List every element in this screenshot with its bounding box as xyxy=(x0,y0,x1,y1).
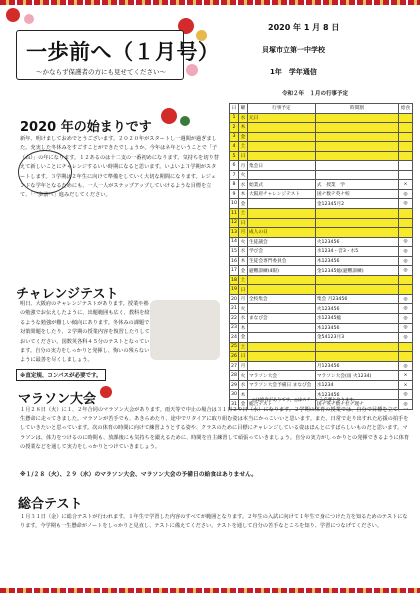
calendar-cell-day: 13 xyxy=(230,228,239,238)
calendar-cell-lunch: ◎ xyxy=(399,304,413,314)
calendar-cell-event xyxy=(247,151,315,161)
calendar-cell-day: 10 xyxy=(230,199,239,209)
calendar-cell-timetable: 火123456 xyxy=(315,304,398,314)
calendar-cell-timetable: 集会 月23456 xyxy=(315,294,398,304)
calendar-cell-day: 9 xyxy=(230,189,239,199)
calendar-cell-event xyxy=(247,333,315,343)
calendar-cell-timetable: マラソン大会(雨 火1234) xyxy=(315,371,398,381)
calendar-cell-timetable: 国ナ数テ英ナ校 xyxy=(315,189,398,199)
calendar-row xyxy=(230,304,413,314)
calendar-cell-weekday: 月 xyxy=(238,228,247,238)
calendar-cell-day: 12 xyxy=(230,218,239,228)
calendar-cell-event: 大阪府チャレンジテスト xyxy=(247,189,315,199)
calendar-cell-timetable xyxy=(315,151,398,161)
calendar-cell-lunch: × xyxy=(399,380,413,390)
calendar-cell-timetable xyxy=(315,123,398,133)
flower-decor xyxy=(24,14,34,24)
calendar-cell-event xyxy=(247,132,315,142)
calendar-cell-weekday: 木 xyxy=(238,323,247,333)
calendar-cell-timetable: 金12345総(避難訓練) xyxy=(315,266,398,276)
calendar-cell-timetable xyxy=(315,161,398,171)
calendar-row xyxy=(230,342,413,352)
calendar-cell-lunch xyxy=(399,123,413,133)
section-body-new-year: 新年、明けましておめでとうございます。２０２０年がスタートし一週間が過ぎました。充実した冬休みをすごすことができたでしょうか。今年はネ年ということで「子（ね）」の年になります。１２あるのは十二支の一番初めになります。気持ちを切り替えて新しいことにチャレンジするいい時期になると思います。いよいよ３学期がスタートします。３学期は２年生に向けて準備をしていく大切な期間になります。レジェンドな学年となるためにも、一人一人がステップアップしていけるような目標を立て、「一歩前へ」進みだしてください。 xyxy=(20,136,219,199)
calendar-cell-lunch: ◎ xyxy=(399,189,413,199)
newsletter-subtitle: ～かならず保護者の方にも見せてください～ xyxy=(36,68,166,76)
calendar-row xyxy=(230,314,413,324)
calendar-cell-lunch: × xyxy=(399,180,413,190)
calendar-cell-timetable: 火123456 xyxy=(315,237,398,247)
top-decor-band xyxy=(0,0,420,5)
calendar-cell-event xyxy=(247,342,315,352)
calendar-cell-event xyxy=(247,323,315,333)
calendar-row xyxy=(230,209,413,219)
calendar-cell-day: 28 xyxy=(230,371,239,381)
calendar-row xyxy=(230,132,413,142)
calendar-cell-weekday: 金 xyxy=(238,399,247,409)
calendar-row xyxy=(230,237,413,247)
flower-decor xyxy=(6,8,20,22)
calendar-cell-event: 避難訓練(4限) xyxy=(247,266,315,276)
calendar-cell-timetable xyxy=(315,342,398,352)
calendar-row xyxy=(230,361,413,371)
calendar-row xyxy=(230,256,413,266)
calendar-cell-event: 始業式 xyxy=(247,180,315,190)
flower-decor xyxy=(161,108,177,124)
calendar-cell-event: マラソン大会 xyxy=(247,371,315,381)
calendar-cell-lunch: ◎ xyxy=(399,294,413,304)
calendar-cell-day: 30 xyxy=(230,390,239,400)
calendar-cell-day: 11 xyxy=(230,209,239,219)
calendar-cell-timetable: 木123456 xyxy=(315,256,398,266)
calendar-cell-lunch xyxy=(399,228,413,238)
calendar-cell-event xyxy=(247,209,315,219)
lunch-legend-note: ◎は給食がありです。◎はスチーンる必要となります。 xyxy=(252,398,358,403)
calendar-row xyxy=(230,323,413,333)
bottom-decor-band xyxy=(0,588,420,593)
calendar-cell-timetable xyxy=(315,352,398,362)
calendar-row xyxy=(230,352,413,362)
issue-date: 2020 年 1 月 8 日 xyxy=(268,23,340,32)
calendar-cell-weekday: 土 xyxy=(238,275,247,285)
calendar-cell-weekday: 月 xyxy=(238,361,247,371)
calendar-cell-day: 26 xyxy=(230,352,239,362)
calendar-cell-timetable: 金12345月2 xyxy=(315,199,398,209)
calendar-row xyxy=(230,285,413,295)
marathon-lunch-note: ※１/２８（火）、２９（水）のマラソン大会、マラソン大会の予備日の給食はありません。 xyxy=(20,472,258,478)
calendar-cell-event: 学び会 xyxy=(247,247,315,257)
calendar-cell-day: 2 xyxy=(230,123,239,133)
calendar-cell-lunch xyxy=(399,285,413,295)
calendar-cell-lunch: ◎ xyxy=(399,256,413,266)
calendar-cell-day: 15 xyxy=(230,247,239,257)
calendar-cell-event: 集会日 xyxy=(247,161,315,171)
calendar-cell-event xyxy=(247,199,315,209)
calendar-title: 令和２年 １月の行事予定 xyxy=(282,91,349,97)
calendar-cell-weekday: 日 xyxy=(238,285,247,295)
calendar-cell-event xyxy=(247,142,315,152)
calendar-cell-event xyxy=(247,123,315,133)
calendar-cell-day: 24 xyxy=(230,333,239,343)
calendar-cell-timetable xyxy=(315,142,398,152)
calendar-cell-lunch: ◎ xyxy=(399,266,413,276)
calendar-cell-weekday: 土 xyxy=(238,209,247,219)
section-title-marathon: マラソン大会 xyxy=(18,392,97,407)
calendar-cell-weekday: 火 xyxy=(238,170,247,180)
school-name: 貝塚市立第一中学校 xyxy=(262,46,325,54)
calendar-cell-lunch: ◎ xyxy=(399,333,413,343)
challenge-test-note: ※直定規、コンパスが必要です。 xyxy=(16,369,106,381)
calendar-cell-lunch xyxy=(399,142,413,152)
calendar-cell-timetable xyxy=(315,132,398,142)
calendar-row xyxy=(230,275,413,285)
calendar-cell-event xyxy=(247,275,315,285)
calendar-row xyxy=(230,161,413,171)
section-title-challenge-test: チャレンジテスト xyxy=(16,287,119,302)
calendar-cell-timetable: 水1234 xyxy=(315,380,398,390)
calendar-cell-day: 16 xyxy=(230,256,239,266)
calendar-row xyxy=(230,189,413,199)
calendar-cell-day: 25 xyxy=(230,342,239,352)
calendar-cell-weekday: 水 xyxy=(238,314,247,324)
calendar-cell-weekday: 水 xyxy=(238,113,247,123)
calendar-cell-event: 生徒会専門委員会 xyxy=(247,256,315,266)
calendar-cell-timetable: 国ナ英ナ数ナ社ナ理ナ xyxy=(315,399,398,409)
calendar-cell-event xyxy=(247,285,315,295)
calendar-cell-day: 6 xyxy=(230,161,239,171)
calendar-cell-lunch xyxy=(399,151,413,161)
calendar-cell-day: 14 xyxy=(230,237,239,247)
calendar-cell-weekday: 日 xyxy=(238,151,247,161)
calendar-header-event: 行事予定 xyxy=(247,104,315,114)
calendar-cell-lunch xyxy=(399,218,413,228)
calendar-cell-timetable: 金54123月3 xyxy=(315,333,398,343)
calendar-cell-lunch: ◎ xyxy=(399,361,413,371)
calendar-cell-day: 31 xyxy=(230,399,239,409)
calendar-header-lunch: 給食 xyxy=(399,104,413,114)
calendar-cell-weekday: 水 xyxy=(238,380,247,390)
calendar-cell-weekday: 日 xyxy=(238,352,247,362)
calendar-cell-weekday: 水 xyxy=(238,180,247,190)
calendar-cell-weekday: 金 xyxy=(238,333,247,343)
calendar-cell-lunch: ◎ xyxy=(399,237,413,247)
leaf-decor xyxy=(180,116,190,126)
calendar-row xyxy=(230,266,413,276)
calendar-cell-day: 19 xyxy=(230,285,239,295)
calendar-cell-weekday: 木 xyxy=(238,390,247,400)
calendar-cell-lunch: ◎ xyxy=(399,199,413,209)
calendar-cell-event: 生徒議会 xyxy=(247,237,315,247)
calendar-cell-weekday: 木 xyxy=(238,189,247,199)
calendar-cell-day: 20 xyxy=(230,294,239,304)
calendar-cell-timetable: 水1234・音3・水5 xyxy=(315,247,398,257)
calendar-cell-timetable: 水12345総 xyxy=(315,314,398,324)
calendar-cell-timetable: 式 授業 学 xyxy=(315,180,398,190)
student-study-illustration xyxy=(150,300,220,360)
calendar-cell-day: 29 xyxy=(230,380,239,390)
calendar-cell-lunch xyxy=(399,275,413,285)
calendar-cell-timetable: 木123456 xyxy=(315,390,398,400)
calendar-cell-weekday: 金 xyxy=(238,132,247,142)
calendar-cell-weekday: 土 xyxy=(238,342,247,352)
calendar-cell-timetable xyxy=(315,285,398,295)
calendar-cell-day: 8 xyxy=(230,180,239,190)
calendar-cell-weekday: 火 xyxy=(238,237,247,247)
calendar-header-day: 日 xyxy=(230,104,239,114)
calendar-row xyxy=(230,371,413,381)
calendar-cell-lunch xyxy=(399,113,413,123)
calendar-row xyxy=(230,199,413,209)
calendar-row xyxy=(230,142,413,152)
calendar-cell-lunch: × xyxy=(399,371,413,381)
calendar-row xyxy=(230,380,413,390)
calendar-cell-timetable xyxy=(315,218,398,228)
calendar-cell-event xyxy=(247,218,315,228)
section-body-challenge-test: 明日、大阪府のチャレンジテストがあります。授業や塾の勉強でお伝えしたように、出題範囲も広く、教科を絞るような勉強が難しい傾向にあります。冬休みの課題で対策問題をしたり、２学期の授業内容を復習したりしておいてください。国数英各科４５分のテストとなっています。自分の実力をしっかりと発揮し、悔いの残らないように最善を尽くしましょう。 xyxy=(20,301,150,364)
calendar-cell-timetable xyxy=(315,228,398,238)
flower-decor xyxy=(100,386,112,398)
calendar-row xyxy=(230,333,413,343)
section-body-general-test: １月３１日（金）に総合テストが行われます。１年生で学習した内容のすべてが範囲となります。２年生の入試に向けて１年生で身につけた力を知るためのテストになります。今学期も一生懸命がノートをしっかりと見直し、テストに備えてください。テストを通して自分の苦手なところを知り、学習につなげてください。 xyxy=(20,514,408,530)
calendar-row xyxy=(230,294,413,304)
event-calendar xyxy=(229,103,413,410)
calendar-cell-timetable: 木123456 xyxy=(315,323,398,333)
calendar-header-weekday: 曜 xyxy=(238,104,247,114)
calendar-cell-event: 成人の日 xyxy=(247,228,315,238)
calendar-cell-day: 1 xyxy=(230,113,239,123)
calendar-cell-day: 23 xyxy=(230,323,239,333)
calendar-cell-lunch: ◎ xyxy=(399,247,413,257)
calendar-cell-weekday: 月 xyxy=(238,161,247,171)
calendar-row xyxy=(230,113,413,123)
calendar-cell-timetable: 月123456 xyxy=(315,361,398,371)
calendar-cell-day: 3 xyxy=(230,132,239,142)
calendar-cell-weekday: 金 xyxy=(238,199,247,209)
calendar-row xyxy=(230,123,413,133)
calendar-cell-weekday: 土 xyxy=(238,142,247,152)
calendar-cell-event: 全校集会 xyxy=(247,294,315,304)
calendar-row xyxy=(230,151,413,161)
calendar-cell-day: 21 xyxy=(230,304,239,314)
calendar-cell-lunch: ◎ xyxy=(399,399,413,409)
calendar-cell-lunch: ◎ xyxy=(399,323,413,333)
calendar-cell-event: まなび会 xyxy=(247,314,315,324)
calendar-cell-event xyxy=(247,352,315,362)
calendar-cell-day: 22 xyxy=(230,314,239,324)
calendar-cell-weekday: 水 xyxy=(238,247,247,257)
calendar-cell-lunch xyxy=(399,132,413,142)
section-body-marathon: １月２８日（火）に１、２年合同のマラソン大会があります。雨天等で中止の場合は３１日２９日（水）になります。２学期の体育の授業では、自分で目標を立て、一生懸命に走ってきました。マラソンが苦手でも、あきらめたり、途中でリタイアに取り組む姿は本当にかっこいいと思います。また、日常で走り出すれた応援の拍手をしていきたいと思っています。次の体育の時間に向けて練習ようとする姿や、クラスのために目標にチャレンジしている姿はほんとにすばらしいものだと思います。マラソンは、体力をつけるのに時間も、放課後にも気持ちを鍛えるために、時間を自主練習して頑張っていきましょう。自分の実力がしっかりとの発揮できるように体育の授業などを通して実力をしっかりとつけていきましょう。 xyxy=(20,407,410,450)
calendar-cell-lunch xyxy=(399,342,413,352)
calendar-cell-timetable xyxy=(315,170,398,180)
calendar-cell-weekday: 火 xyxy=(238,304,247,314)
calendar-cell-weekday: 木 xyxy=(238,256,247,266)
calendar-cell-day: 7 xyxy=(230,170,239,180)
calendar-cell-lunch: ◎ xyxy=(399,390,413,400)
calendar-cell-event xyxy=(247,304,315,314)
calendar-cell-day: 27 xyxy=(230,361,239,371)
section-title-general-test: 総合テスト xyxy=(18,497,83,512)
calendar-row xyxy=(230,247,413,257)
calendar-cell-lunch xyxy=(399,209,413,219)
calendar-cell-event xyxy=(247,170,315,180)
section-title-new-year: 2020 年の始まりです xyxy=(20,120,152,135)
calendar-cell-weekday: 火 xyxy=(238,371,247,381)
calendar-cell-event xyxy=(247,361,315,371)
calendar-row xyxy=(230,170,413,180)
calendar-row xyxy=(230,218,413,228)
calendar-cell-weekday: 日 xyxy=(238,218,247,228)
calendar-cell-lunch xyxy=(399,161,413,171)
calendar-cell-day: 17 xyxy=(230,266,239,276)
calendar-cell-timetable xyxy=(315,275,398,285)
calendar-cell-event: マラソン大会予備日 まなび会 xyxy=(247,380,315,390)
calendar-cell-weekday: 金 xyxy=(238,266,247,276)
calendar-cell-event: 元日 xyxy=(247,113,315,123)
calendar-cell-event: 総合テスト xyxy=(247,399,315,409)
calendar-cell-timetable xyxy=(315,209,398,219)
calendar-header-timetable: 時間割 xyxy=(315,104,398,114)
calendar-row xyxy=(230,180,413,190)
calendar-cell-lunch: ◎ xyxy=(399,314,413,324)
calendar-cell-lunch xyxy=(399,170,413,180)
calendar-header-row xyxy=(230,104,413,114)
issue-label: 1年 学年通信 xyxy=(270,68,317,76)
calendar-cell-day: 5 xyxy=(230,151,239,161)
calendar-cell-lunch xyxy=(399,352,413,362)
calendar-cell-weekday: 月 xyxy=(238,294,247,304)
calendar-cell-timetable xyxy=(315,113,398,123)
calendar-cell-day: 18 xyxy=(230,275,239,285)
calendar-cell-weekday: 木 xyxy=(238,123,247,133)
calendar-cell-day: 4 xyxy=(230,142,239,152)
newsletter-title: 一歩前へ（１月号） xyxy=(26,39,220,64)
calendar-row xyxy=(230,228,413,238)
